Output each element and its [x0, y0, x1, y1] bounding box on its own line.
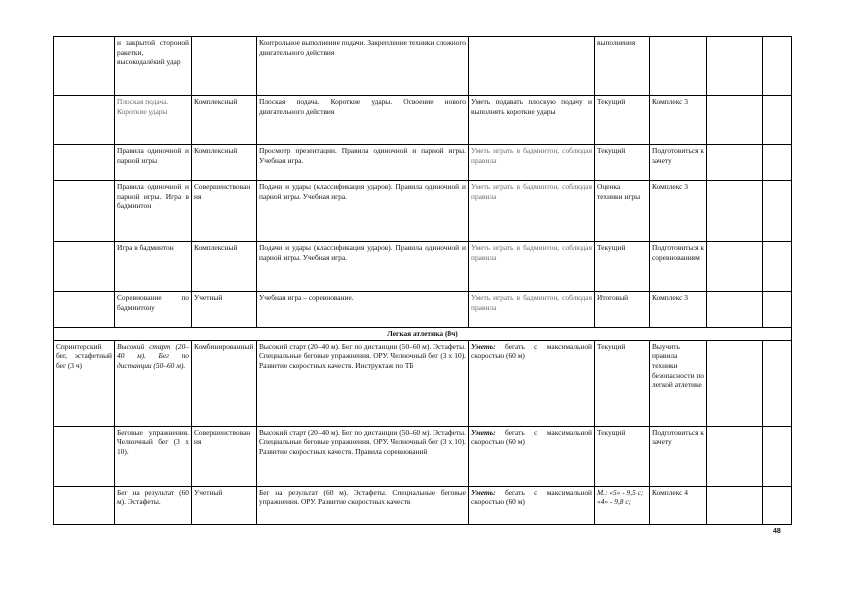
table-cell — [763, 486, 792, 524]
table-cell — [763, 426, 792, 486]
lesson-content-cell: Бег на результат (60 м). Эстафеты. Специальные беговые упражнения. ОРУ. Развитие скоростных качеств — [257, 486, 469, 524]
table-cell — [54, 426, 115, 486]
section-header: Легкая атлетика (8ч) — [54, 328, 792, 341]
table-row — [54, 181, 792, 242]
lesson-topic-cell: Бег на результат (60 м). Эстафеты. — [115, 486, 192, 524]
lesson-topic-cell: Правила одиночной и парной игры. Игра в бадминтон — [115, 181, 192, 242]
section-topic-cell: Спринтерский бег, эстафетный бег (3 ч) — [54, 340, 115, 426]
lesson-content-cell: Подачи и удары (классификация ударов). Правила одиночной и парной игры. Учебная игра. — [257, 242, 469, 292]
lesson-content-cell: Плоская подача. Короткие удары. Освоение нового двигательного действия — [257, 96, 469, 145]
lesson-type-cell: Комплексный — [192, 96, 257, 145]
lesson-type-cell: Учетный — [192, 486, 257, 524]
table-row — [54, 292, 792, 328]
requirements-cell — [469, 37, 595, 96]
table-cell — [763, 340, 792, 426]
requirements-cell: Уметь играть в бадминтон, соблюдая правила — [469, 292, 595, 328]
lesson-topic-cell: и закрытой стороной ракетки, высокодалёкий удар — [115, 37, 192, 96]
table-cell — [707, 340, 763, 426]
lesson-type-cell: Учетный — [192, 292, 257, 328]
table-cell — [707, 292, 763, 328]
homework-cell: Комплекс 3 — [650, 181, 707, 242]
table-cell — [707, 145, 763, 181]
requirements-text: бегать с максимальной скоростью (60 м) — [471, 427, 592, 447]
table-cell — [54, 292, 115, 328]
homework-cell: Комплекс 3 — [650, 96, 707, 145]
homework-cell: Комплекс 4 — [650, 486, 707, 524]
table-cell — [54, 37, 115, 96]
requirements-label: Уметь: — [471, 341, 496, 351]
table-cell — [707, 486, 763, 524]
table-row — [54, 242, 792, 292]
table-row — [54, 145, 792, 181]
table-cell — [54, 486, 115, 524]
control-cell: Текущий — [595, 340, 650, 426]
table-cell — [707, 426, 763, 486]
homework-cell: Подготовиться к зачету — [650, 145, 707, 181]
table-cell — [54, 96, 115, 145]
homework-cell: Комплекс 3 — [650, 292, 707, 328]
lesson-type-cell — [192, 37, 257, 96]
table-row — [54, 340, 792, 426]
requirements-cell: Уметь играть в бадминтон, соблюдая правила — [469, 242, 595, 292]
table-cell — [763, 292, 792, 328]
lesson-content-cell: Контрольное выполнение подачи. Закрепление техники сложного двигательного действия — [257, 37, 469, 96]
homework-cell: Подготовиться к соревнованиям — [650, 242, 707, 292]
table-cell — [707, 37, 763, 96]
table-cell — [763, 242, 792, 292]
requirements-cell: Уметь играть в бадминтон, соблюдая правила — [469, 145, 595, 181]
lesson-content-cell: Высокий старт (20–40 м). Бег по дистанции (50–60 м). Эстафеты. Специальные беговые упражнения. ОРУ. Челночный бег (3 х 10). Развитие скоростных качеств. Правила соревнований — [257, 426, 469, 486]
table-row — [54, 37, 792, 96]
lesson-type-cell: Совершенствования — [192, 426, 257, 486]
table-cell — [763, 181, 792, 242]
requirements-cell — [469, 340, 595, 426]
table-cell — [763, 145, 792, 181]
page-number: 48 — [773, 528, 781, 535]
lesson-type-cell: Совершенствования — [192, 181, 257, 242]
lesson-topic-cell: Соревнование по бадминтону — [115, 292, 192, 328]
control-cell: М.: «5» - 9,5 с; «4» - 9,8 с; — [595, 486, 650, 524]
lesson-content-cell: Просмотр презентации. Правила одиночной и парной игры. Учебная игра. — [257, 145, 469, 181]
requirements-cell — [469, 426, 595, 486]
table-cell — [54, 145, 115, 181]
requirements-text: бегать с максимальной скоростью (60 м) — [471, 341, 592, 361]
table-cell — [54, 181, 115, 242]
requirements-cell — [469, 486, 595, 524]
lesson-type-cell: Комбинированный — [192, 340, 257, 426]
table-cell — [54, 242, 115, 292]
lesson-content-cell: Подачи и удары (классификация ударов). Правила одиночной и парной игры. Учебная игра. — [257, 181, 469, 242]
lesson-topic-cell: Высокий старт (20–40 м). Бег по дистанции (50–60 м). — [115, 340, 192, 426]
table-row — [54, 328, 792, 341]
control-cell: Текущий — [595, 426, 650, 486]
lesson-content-cell: Учебная игра – соревнование. — [257, 292, 469, 328]
requirements-cell: Уметь подавать плоскую подачу и выполнять короткие удары — [469, 96, 595, 145]
lesson-type-cell: Комплексный — [192, 242, 257, 292]
control-cell: Оценка техники игры — [595, 181, 650, 242]
lesson-topic-cell: Плоская подача. Короткие удары — [115, 96, 192, 145]
homework-cell — [650, 37, 707, 96]
control-cell: Итоговый — [595, 292, 650, 328]
control-cell: Текущий — [595, 96, 650, 145]
requirements-cell: Уметь играть в бадминтон, соблюдая правила — [469, 181, 595, 242]
table-cell — [763, 37, 792, 96]
table-cell — [763, 96, 792, 145]
table-row — [54, 426, 792, 486]
lesson-topic-cell: Игра в бадминтон — [115, 242, 192, 292]
table-cell — [707, 181, 763, 242]
lesson-topic-cell: Правила одиночной и парной игры — [115, 145, 192, 181]
control-cell: Текущий — [595, 145, 650, 181]
table-row — [54, 96, 792, 145]
requirements-text: бегать с максимальной скоростью (60 м) — [471, 487, 592, 507]
control-cell: Текущий — [595, 242, 650, 292]
lesson-type-cell: Комплексный — [192, 145, 257, 181]
table-cell — [707, 96, 763, 145]
requirements-label: Уметь: — [471, 487, 496, 497]
control-cell: выполнения — [595, 37, 650, 96]
table-row — [54, 486, 792, 524]
lesson-content-cell: Высокий старт (20–40 м). Бег по дистанции (50–60 м). Эстафеты. Специальные беговые упражнения. ОРУ. Челночный бег (3 х 10). Развитие скоростных качеств. Инструктаж по ТБ — [257, 340, 469, 426]
lesson-topic-cell: Беговые упражнения. Челночный бег (3 х 10). — [115, 426, 192, 486]
homework-cell: Подготовиться к зачету — [650, 426, 707, 486]
homework-cell: Выучить правила техники безопасности по легкой атлетике — [650, 340, 707, 426]
requirements-label: Уметь: — [471, 427, 496, 437]
lesson-plan-table — [53, 36, 792, 525]
table-cell — [707, 242, 763, 292]
